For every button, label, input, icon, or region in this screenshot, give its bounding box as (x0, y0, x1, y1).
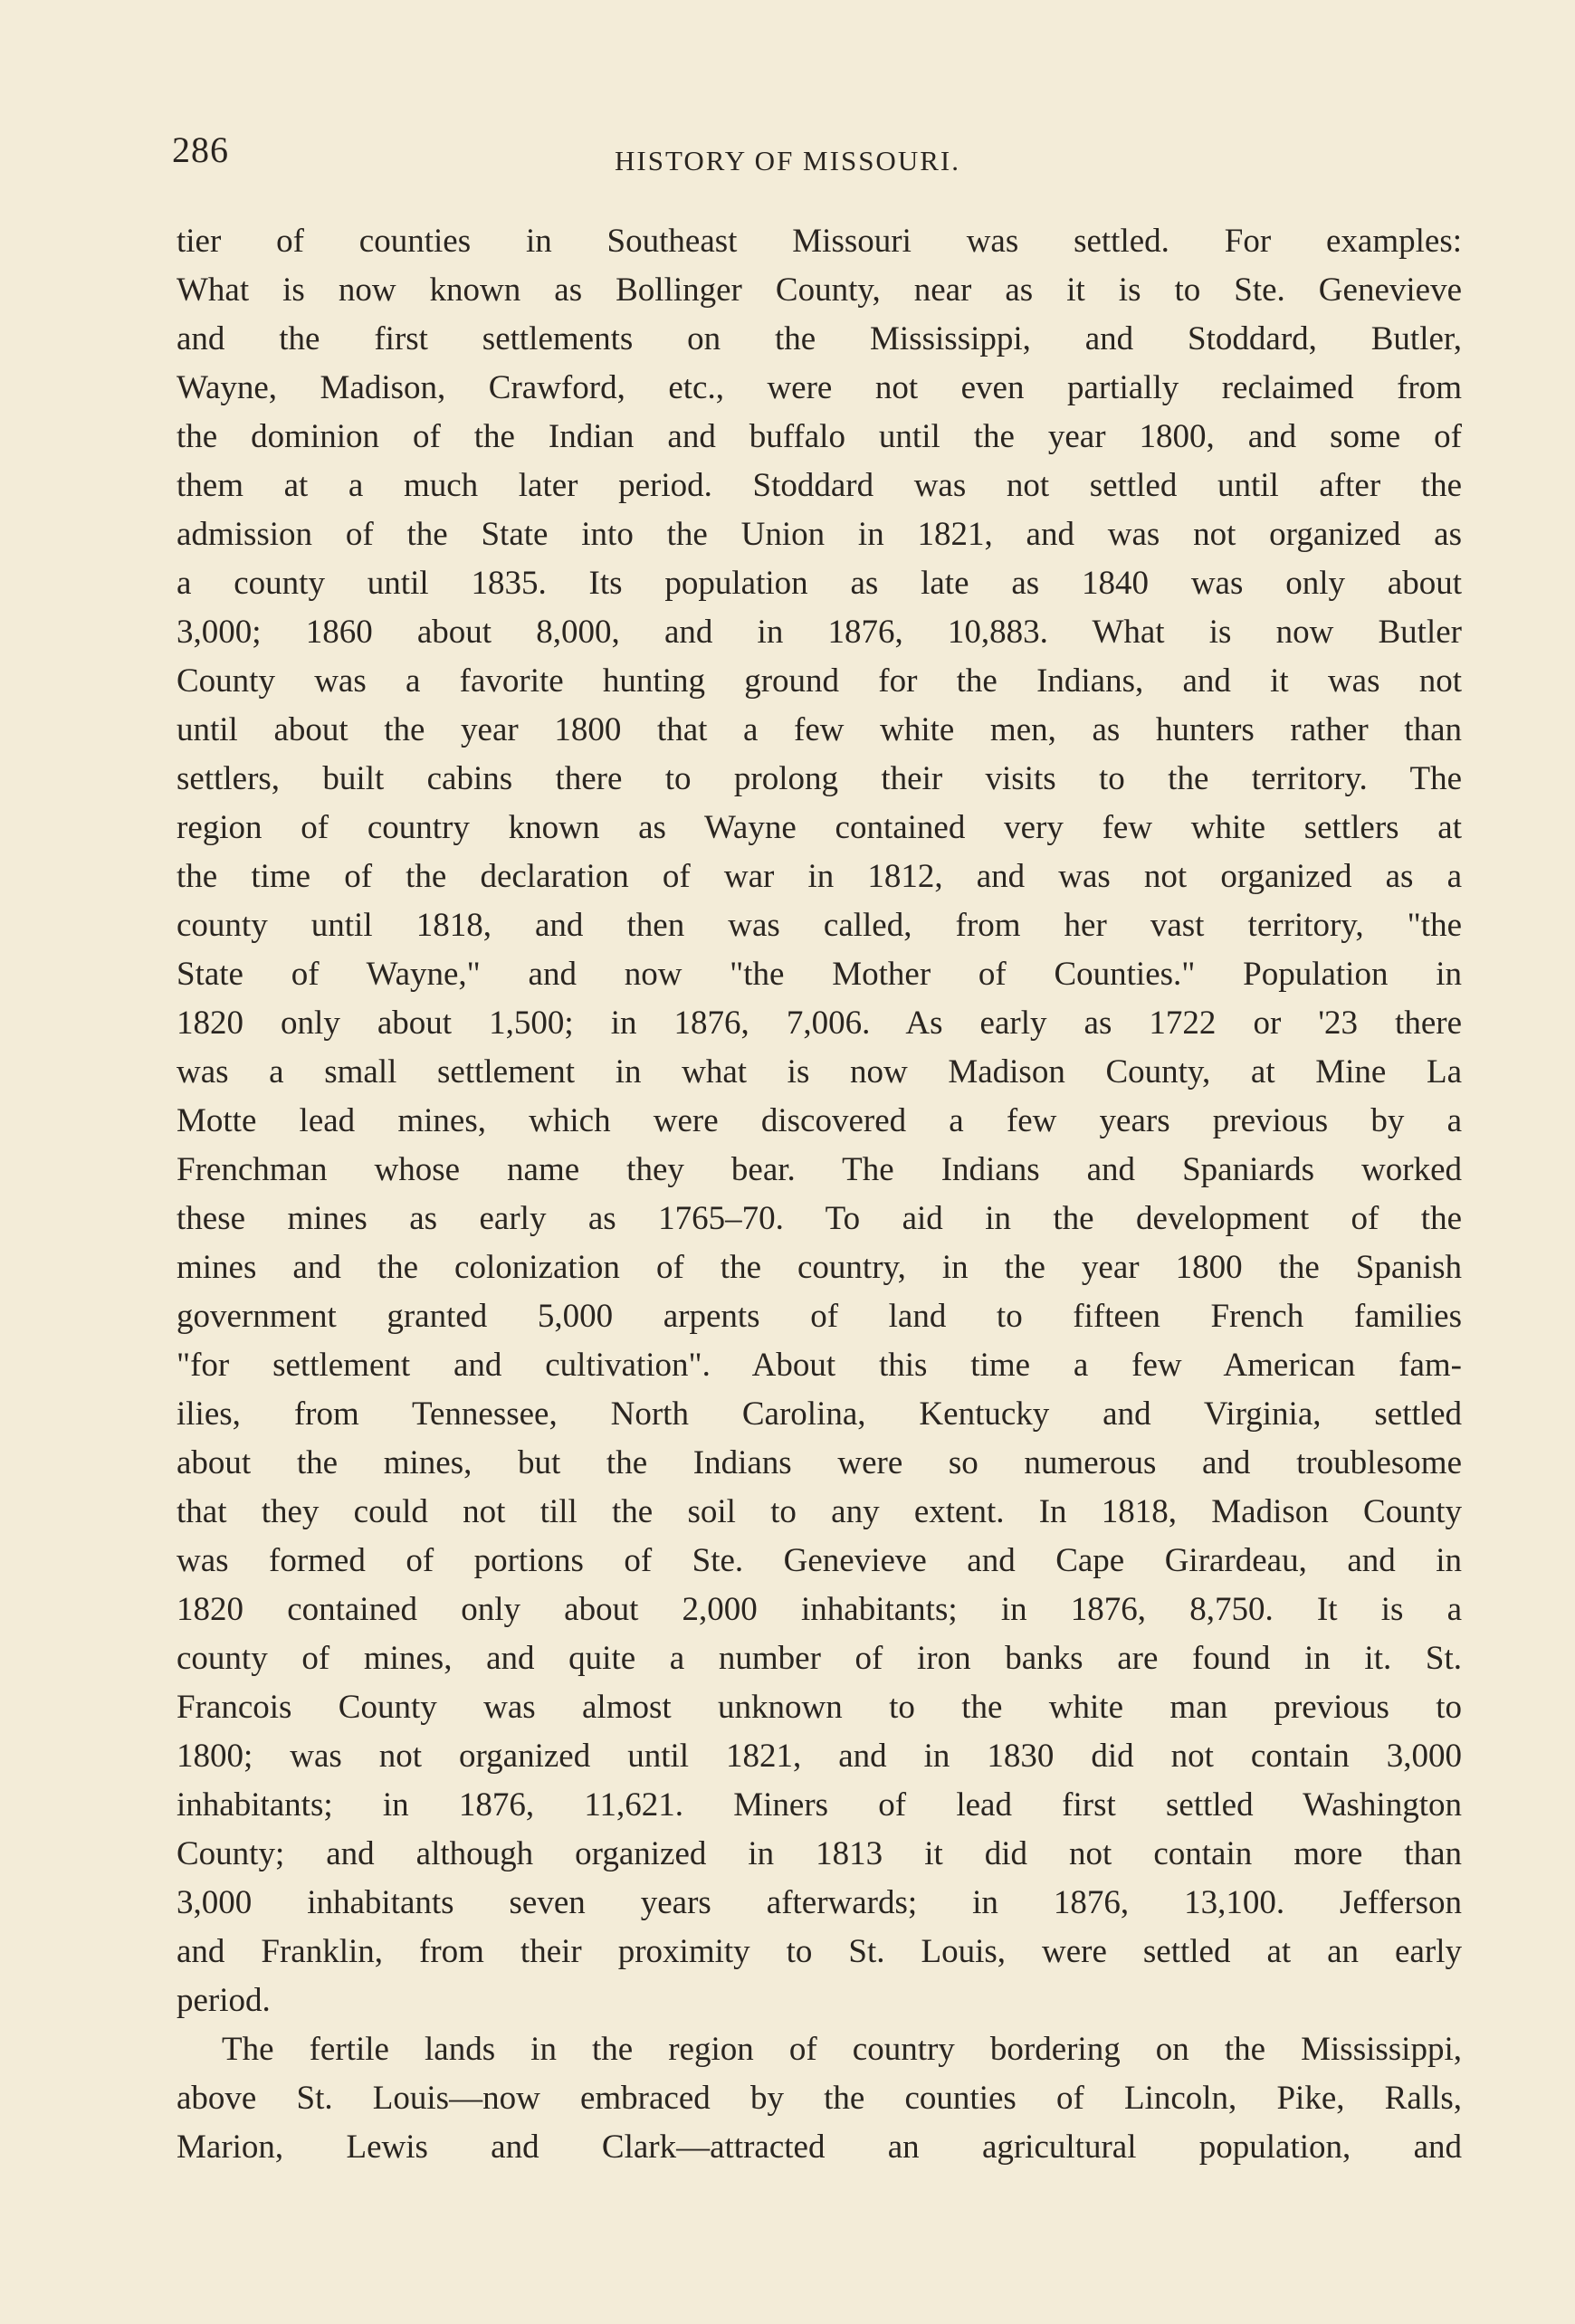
text-line: that they could not till the soil to any extent. In 1818, Madison County (177, 1493, 1462, 1530)
text-line: 1820 only about 1,500; in 1876, 7,006. As early as 1722 or '23 there (177, 1005, 1462, 1042)
text-line: 1800; was not organized until 1821, and in 1830 did not contain 3,000 (177, 1738, 1462, 1775)
text-line: them at a much later period. Stoddard was not settled until after the (177, 467, 1462, 504)
text-line: inhabitants; in 1876, 11,621. Miners of lead first settled Washington (177, 1786, 1462, 1824)
text-line: ilies, from Tennessee, North Carolina, Kentucky and Virginia, settled (177, 1395, 1462, 1433)
text-line: "for settlement and cultivation". About this time a few American fam- (177, 1347, 1462, 1384)
text-line: region of country known as Wayne contained very few white settlers at (177, 809, 1462, 846)
text-line: these mines as early as 1765–70. To aid in the development of the (177, 1200, 1462, 1237)
text-line: county until 1818, and then was called, from her vast territory, "the (177, 907, 1462, 944)
page-number: 286 (172, 129, 229, 170)
text-line: State of Wayne," and now "the Mother of Counties." Population in (177, 956, 1462, 993)
text-line: government granted 5,000 arpents of land to fifteen French families (177, 1298, 1462, 1335)
text-line: period. (177, 1982, 271, 2019)
text-line: Wayne, Madison, Crawford, etc., were not even partially reclaimed from (177, 369, 1462, 406)
text-line: was formed of portions of Ste. Genevieve and Cape Girardeau, and in (177, 1542, 1462, 1579)
text-line: settlers, built cabins there to prolong their visits to the territory. The (177, 760, 1462, 797)
running-title: HISTORY OF MISSOURI. (615, 145, 960, 176)
text-line: mines and the colonization of the country, in the year 1800 the Spanish (177, 1249, 1462, 1286)
text-line: the time of the declaration of war in 1812, and was not organized as a (177, 858, 1462, 895)
text-line: 1820 contained only about 2,000 inhabitants; in 1876, 8,750. It is a (177, 1591, 1462, 1628)
text-line: until about the year 1800 that a few white men, as hunters rather than (177, 711, 1462, 748)
text-line: Frenchman whose name they bear. The Indians and Spaniards worked (177, 1151, 1462, 1188)
text-line: and Franklin, from their proximity to St. Louis, were settled at an early (177, 1933, 1462, 1970)
text-line: a county until 1835. Its population as late as 1840 was only about (177, 565, 1462, 602)
text-line: above St. Louis—now embraced by the counties of Lincoln, Pike, Ralls, (177, 2080, 1462, 2117)
text-line: county of mines, and quite a number of iron banks are found in it. St. (177, 1640, 1462, 1677)
text-line: about the mines, but the Indians were so numerous and troublesome (177, 1444, 1462, 1481)
text-line: 3,000; 1860 about 8,000, and in 1876, 10,883. What is now Butler (177, 614, 1462, 651)
text-line: Marion, Lewis and Clark—attracted an agricultural population, and (177, 2129, 1462, 2166)
text-line: and the first settlements on the Mississippi, and Stoddard, Butler, (177, 320, 1462, 357)
text-line: the dominion of the Indian and buffalo until the year 1800, and some of (177, 418, 1462, 455)
text-line: admission of the State into the Union in 1821, and was not organized as (177, 516, 1462, 553)
text-line: County was a favorite hunting ground for the Indians, and it was not (177, 662, 1462, 700)
body-text (177, 217, 1462, 2172)
text-line: was a small settlement in what is now Madison County, at Mine La (177, 1053, 1462, 1091)
text-line: County; and although organized in 1813 it did not contain more than (177, 1835, 1462, 1872)
text-line: What is now known as Bollinger County, near as it is to Ste. Genevieve (177, 271, 1462, 309)
text-line: Motte lead mines, which were discovered a few years previous by a (177, 1102, 1462, 1139)
text-line: Francois County was almost unknown to the white man previous to (177, 1689, 1462, 1726)
text-line: 3,000 inhabitants seven years afterwards; in 1876, 13,100. Jefferson (177, 1884, 1462, 1921)
text-line: tier of counties in Southeast Missouri was settled. For examples: (177, 223, 1462, 260)
text-line: The fertile lands in the region of country bordering on the Mississippi, (222, 2031, 1462, 2068)
